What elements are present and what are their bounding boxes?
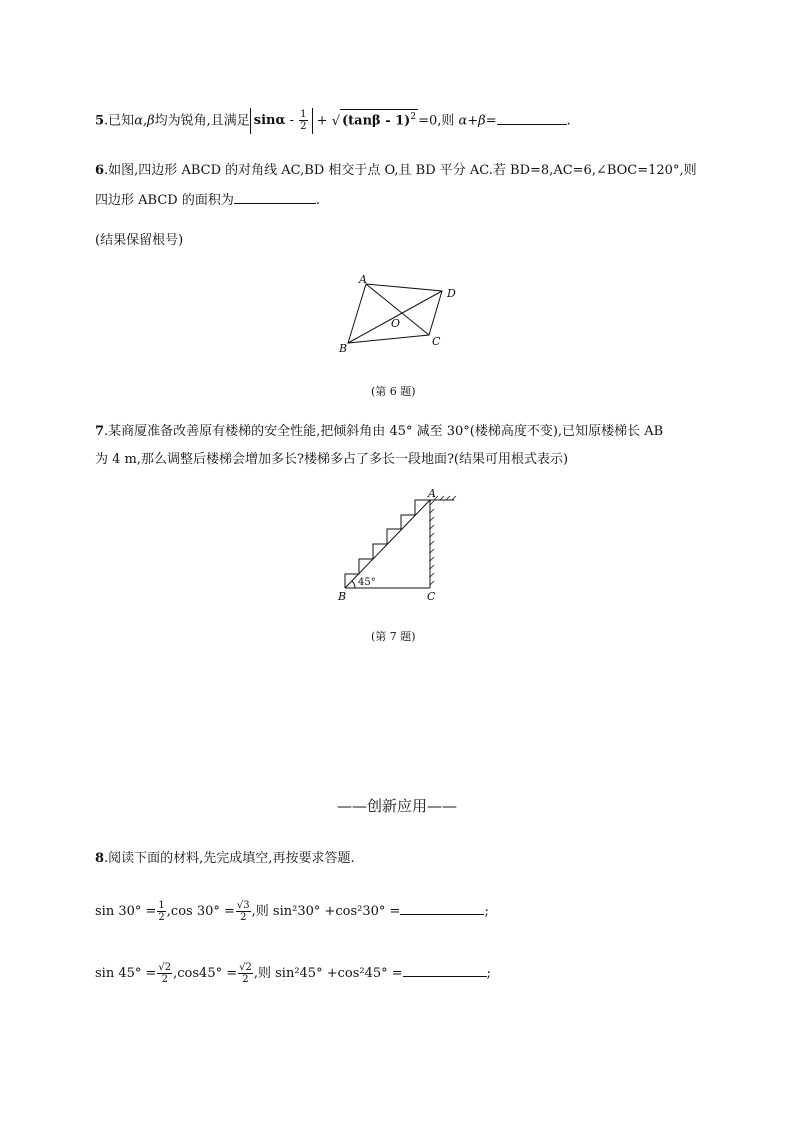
- q5-plus: +: [316, 113, 328, 129]
- q7-number: 7: [95, 424, 105, 439]
- q5-sqrt: √ (tanβ - 1)$^2$: [332, 114, 418, 129]
- question-7-line2: 为 4 m,那么调整后楼梯会增加多长?楼梯多占了多长一段地面?(结果可用根式表示): [95, 452, 569, 467]
- q7-label-a: A: [428, 487, 436, 500]
- q5-answer-blank[interactable]: [497, 111, 567, 125]
- q5-mid: 均为锐角,且满足: [154, 113, 250, 129]
- q5-prefix: .已知: [104, 113, 135, 129]
- q6-label-o: O: [391, 317, 401, 330]
- q6-caption: (第 6 题): [371, 385, 416, 398]
- q5-absolute-value: sinα - $\frac{1}{2}$: [250, 108, 313, 134]
- q6-label-a: A: [359, 273, 367, 286]
- q7-angle-label: 45°: [358, 577, 376, 588]
- q7-staircase-figure: [330, 485, 470, 605]
- q8-number: 8: [95, 851, 105, 866]
- q7-label-c: C: [427, 590, 436, 603]
- q5-sum: α+β: [458, 113, 486, 129]
- q6-number: 6: [95, 163, 105, 178]
- q6-text-line1: .如图,四边形 ABCD 的对角线 AC,BD 相交于点 O,且 BD 平分 AC.若 BD=8,AC=6,∠BOC=120°,则: [104, 163, 697, 178]
- q5-eq: =0,则: [418, 113, 459, 129]
- q6-note: (结果保留根号): [95, 233, 184, 248]
- q8-sin30-fraction: $\frac{1}{2}$: [158, 900, 165, 923]
- q8-row-45: sin 45° = $\frac{√2}{2}$ ,cos45° = $\frac{√2}{2}$ ,则 sin²45° +cos²45° = ;: [95, 962, 492, 985]
- q7-text-line1: .某商厦准备改善原有楼梯的安全性能,把倾斜角由 45° 减至 30°(楼梯高度不变),已知原楼梯长 AB: [104, 424, 664, 439]
- q7-angle-arc: [352, 581, 355, 588]
- section-title-innovation: ——创新应用——: [336, 797, 457, 815]
- q6-quadrilateral-figure: [330, 272, 470, 357]
- q8-sin45-fraction: $\frac{√2}{2}$: [158, 962, 172, 985]
- q8-answer-blank-45[interactable]: [403, 963, 487, 977]
- question-7-line1: [95, 423, 663, 441]
- q6-answer-blank[interactable]: [234, 190, 316, 204]
- question-8-intro: [95, 850, 355, 868]
- q8-row-30: sin 30° = $\frac{1}{2}$ ,cos 30° = $\frac{√3}{2}$ ,则 sin²30° +cos²30° = ;: [95, 900, 489, 923]
- q7-caption: (第 7 题): [371, 630, 416, 643]
- q6-label-d: D: [447, 287, 456, 300]
- question-5: 5.已知α,β均为锐角,且满足 sinα - $\frac{1}{2}$ + √ (tanβ - 1)$^2$ =0,则 α+β= .: [95, 109, 571, 132]
- q7-label-b: B: [338, 590, 347, 603]
- q8-answer-blank-30[interactable]: [400, 901, 484, 915]
- q8-cos45-fraction: $\frac{√2}{2}$: [239, 962, 252, 985]
- q6-text-line2: 四边形 ABCD 的面积为: [95, 193, 234, 208]
- question-6-line2: 四边形 ABCD 的面积为 .: [95, 190, 320, 210]
- q6-label-c: C: [432, 335, 441, 348]
- q7-wall-hatching: [430, 496, 456, 585]
- q5-number: 5: [95, 113, 105, 129]
- q5-vars: α,β: [134, 113, 155, 129]
- q5-sin: sinα: [253, 113, 286, 128]
- q6-label-b: B: [339, 342, 348, 355]
- q8-intro-text: .阅读下面的材料,先完成填空,再按要求答题.: [104, 851, 355, 866]
- q5-fraction: $\frac{1}{2}$: [300, 109, 307, 132]
- question-6-line1: [95, 162, 697, 180]
- q8-cos30-fraction: $\frac{√3}{2}$: [236, 900, 250, 923]
